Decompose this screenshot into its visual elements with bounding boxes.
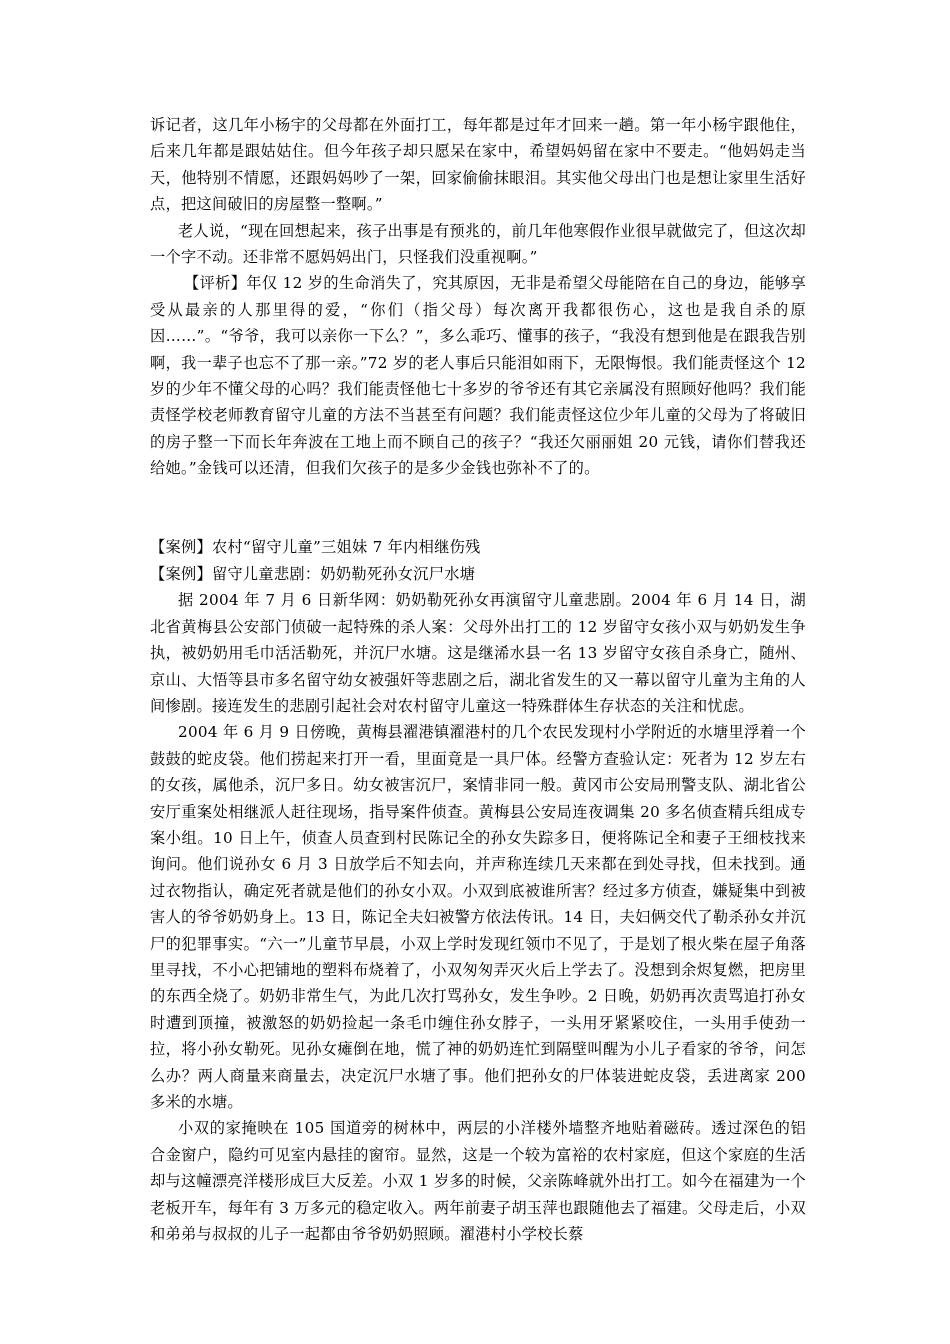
document-page — [150, 112, 806, 1247]
paragraph-xinhua-report: 据 2004 年 7 月 6 日新华网：奶奶勒死孙女再演留守儿童悲剧。2004 年 6 月 14 日，湖北省黄梅县公安部门侦破一起特殊的杀人案：父母外出打工的 12 岁留守女孩小双与奶奶发生争执，被奶奶用毛巾活活勒死，并沉尸水塘。这是继浠水县一名 13 岁留守女孩自杀身亡，随州、京山、大悟等县市多名留守幼女被强奸等悲剧之后，湖北省发生的又一幕以留守儿童为主角的人间惨剧。接连发生的悲剧引起社会对农村留守儿童这一特殊群体生存状态的关注和忧虑。 — [150, 591, 806, 715]
paragraph-family-background: 小双的家掩映在 105 国道旁的树林中，两层的小洋楼外墙整齐地贴着磁砖。透过深色的铝合金窗户，隐约可见室内悬挂的窗帘。显然，这是一个较为富裕的农村家庭，但这个家庭的生活却与这幢漂亮洋楼形成巨大反差。小双 1 岁多的时候，父亲陈峰就外出打工。如今在福建为一个老板开车，每年有 3 万多元的稳定收入。两年前妻子胡玉萍也跟随他去了福建。父母走后，小双和弟弟与叔叔的儿子一起都由爷爷奶奶照顾。濯港村小学校长蔡 — [150, 1119, 806, 1244]
case-title-three-sisters: 【案例】农村“留守儿童”三姐妹 7 年内相继伤残 — [150, 538, 481, 557]
paragraph-commentary: 【评析】年仅 12 岁的生命消失了，究其原因，无非是希望父母能陪在自己的身边，能够享受从最亲的人那里得的爱，“你们（指父母）每次离开我都很伤心，这也是我自杀的原因……”。“爷爷，我可以亲你一下么？”，多么乖巧、懂事的孩子，“我没有想到他是在跟我告别啊，我一辈子也忘不了那一亲。”72 岁的老人事后只能泪如雨下，无限悔恨。我们能责怪这个 12 岁的少年不懂父母的心吗？我们能责怪他七十多岁的爷爷还有其它亲属没有照顾好他吗？我们能责怪学校老师教育留守儿童的方法不当甚至有问题？我们能责怪这位少年儿童的父母为了将破旧的房子整一下而长年奔波在工地上而不顾自己的孩子？“我还欠丽丽姐 20 元钱，请你们替我还给她。”金钱可以还清，但我们欠孩子的是多少金钱也弥补不了的。 — [150, 274, 806, 478]
paragraph-case-details: 2004 年 6 月 9 日傍晚，黄梅县濯港镇濯港村的几个农民发现村小学附近的水塘里浮着一个鼓鼓的蛇皮袋。他们捞起来打开一看，里面竟是一具尸体。经警方查验认定：死者为 12 岁左右的女孩，属他杀，沉尸多日。幼女被害沉尸，案情非同一般。黄冈市公安局刑警支队、湖北省公安厅重案处相继派人赶往现场，指导案件侦查。黄梅县公安局连夜调集 20 多名侦查精兵组成专案小组。10 日上午，侦查人员查到村民陈记全的孙女失踪多日，便将陈记全和妻子王细枝找来询问。他们说孙女 6 月 3 日放学后不知去向，并声称连续几天来都在到处寻找，但未找到。通过衣物指认，确定死者就是他们的孙女小双。小双到底被谁所害？经过多方侦查，嫌疑集中到被害人的爷爷奶奶身上。13 日，陈记全夫妇被警方依法传讯。14 日，夫妇俩交代了勒杀孙女并沉尸的犯罪事实。“六一”儿童节早晨，小双上学时发现红领巾不见了，于是划了根火柴在屋子角落里寻找，不小心把铺地的塑料布烧着了，小双匆匆弄灭火后上学去了。没想到余烬复燃，把房里的东西全烧了。奶奶非常生气，为此几次打骂孙女，发生争吵。2 日晚，奶奶再次责骂追打孙女时遭到顶撞，被激怒的奶奶捡起一条毛巾缠住孙女脖子，一头用牙紧紧咬住，一头用手使劲一拉，将小孙女勒死。见孙女瘫倒在地，慌了神的奶奶连忙到隔壁叫醒为小儿子看家的爷爷，问怎么办？两人商量来商量去，决定沉尸水塘了事。他们把孙女的尸体装进蛇皮袋，丢进离家 200 多米的水塘。 — [150, 723, 806, 1111]
case-title-grandmother-tragedy: 【案例】留守儿童悲剧：奶奶勒死孙女沉尸水塘 — [150, 564, 476, 583]
paragraph-grandfather-account: 诉记者，这几年小杨宇的父母都在外面打工，每年都是过年才回来一趟。第一年小杨宇跟他住，后来几年都是跟姑姑住。但今年孩子却只愿呆在家中，希望妈妈留在家中不要走。“他妈妈走当天，他特别不情愿，还跟妈妈吵了一架，回家偷偷抹眼泪。其实他父母出门也是想让家里生活好点，把这间破旧的房屋整一整啊。” — [150, 116, 806, 214]
paragraph-old-man-said: 老人说，“现在回想起来，孩子出事是有预兆的，前几年他寒假作业很早就做完了，但这次却一个字不动。还非常不愿妈妈出门，只怪我们没重视啊。” — [150, 221, 806, 267]
blank-line — [150, 508, 806, 534]
blank-line — [150, 482, 806, 508]
